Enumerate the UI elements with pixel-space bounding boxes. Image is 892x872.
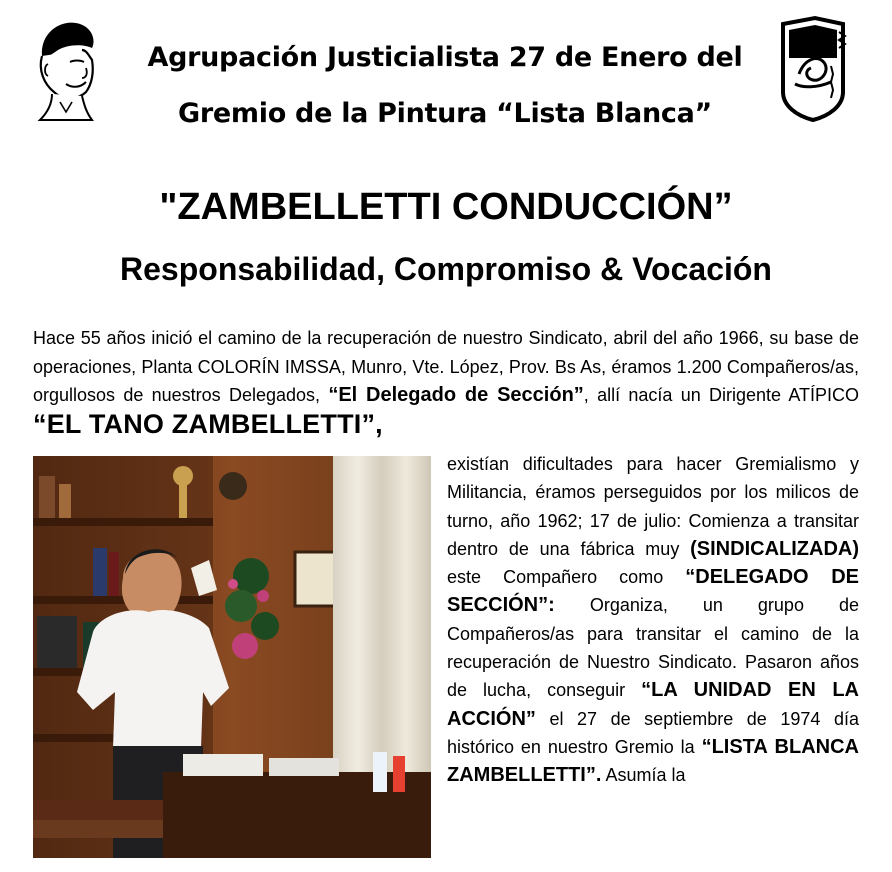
pj-shield-icon xyxy=(775,14,851,124)
subheadline: Responsabilidad, Compromiso & Vocación xyxy=(120,251,772,287)
side-bold-unidad-accion: “LA UNIDAD EN LA ACCIÓN” xyxy=(447,679,860,730)
side-paragraph xyxy=(447,450,859,790)
headline: "ZAMBELLETTI CONDUCCIÓN” xyxy=(159,186,733,228)
side-bold-sindicalizada: (SINDICALIZADA) xyxy=(690,537,859,560)
intro-text-1: Hace 55 años inició el camino de la recuperación de nuestro Sindicato, abril del año 1966, su base de operaciones, Planta COLORÍN IMSSA, Munro, Vte. López, Prov. Bs As, éramos 1.200 Compañeros/as, orgullosos de nuestros Delegados, xyxy=(33,328,859,405)
side-text-1: existían dificultades para hacer Gremialismo y Militancia, éramos perseguidos por los milicos de turno, año 1962; 17 de julio: Comienza a transitar dentro de una fábrica muy xyxy=(447,454,859,559)
organization-title-line-2: Gremio de la Pintura “Lista Blanca” xyxy=(178,98,712,129)
intro-text-2: , allí nacía un Dirigente ATÍPICO xyxy=(583,385,859,405)
intro-bold-tano: “EL TANO ZAMBELLETTI”, xyxy=(33,408,383,439)
intro-bold-delegado: “El Delegado de Sección” xyxy=(328,384,584,406)
side-text-4: el 27 de septiembre de 1974 día histórico en nuestro Gremio la xyxy=(447,708,859,757)
organization-title-line-1: Agrupación Justicialista 27 de Enero del xyxy=(147,42,743,73)
side-bold-delegado-seccion: “DELEGADO DE SECCIÓN”: xyxy=(447,566,859,617)
side-bold-lista-blanca: “LISTA BLANCA ZAMBELLETTI”. xyxy=(447,735,859,787)
side-text-2: este Compañero como xyxy=(447,567,686,588)
peron-portrait-icon xyxy=(22,14,106,128)
side-text-5: Asumía la xyxy=(601,765,686,786)
man-on-telephone-photo xyxy=(33,456,431,858)
side-text-3: Organiza, un grupo de Compañeros/as para transitar el camino de la recuperación de Nuestro Sindicato. Pasaron años de lucha, conseguir xyxy=(447,595,859,701)
organization-title xyxy=(110,30,780,142)
intro-paragraph xyxy=(33,324,859,441)
